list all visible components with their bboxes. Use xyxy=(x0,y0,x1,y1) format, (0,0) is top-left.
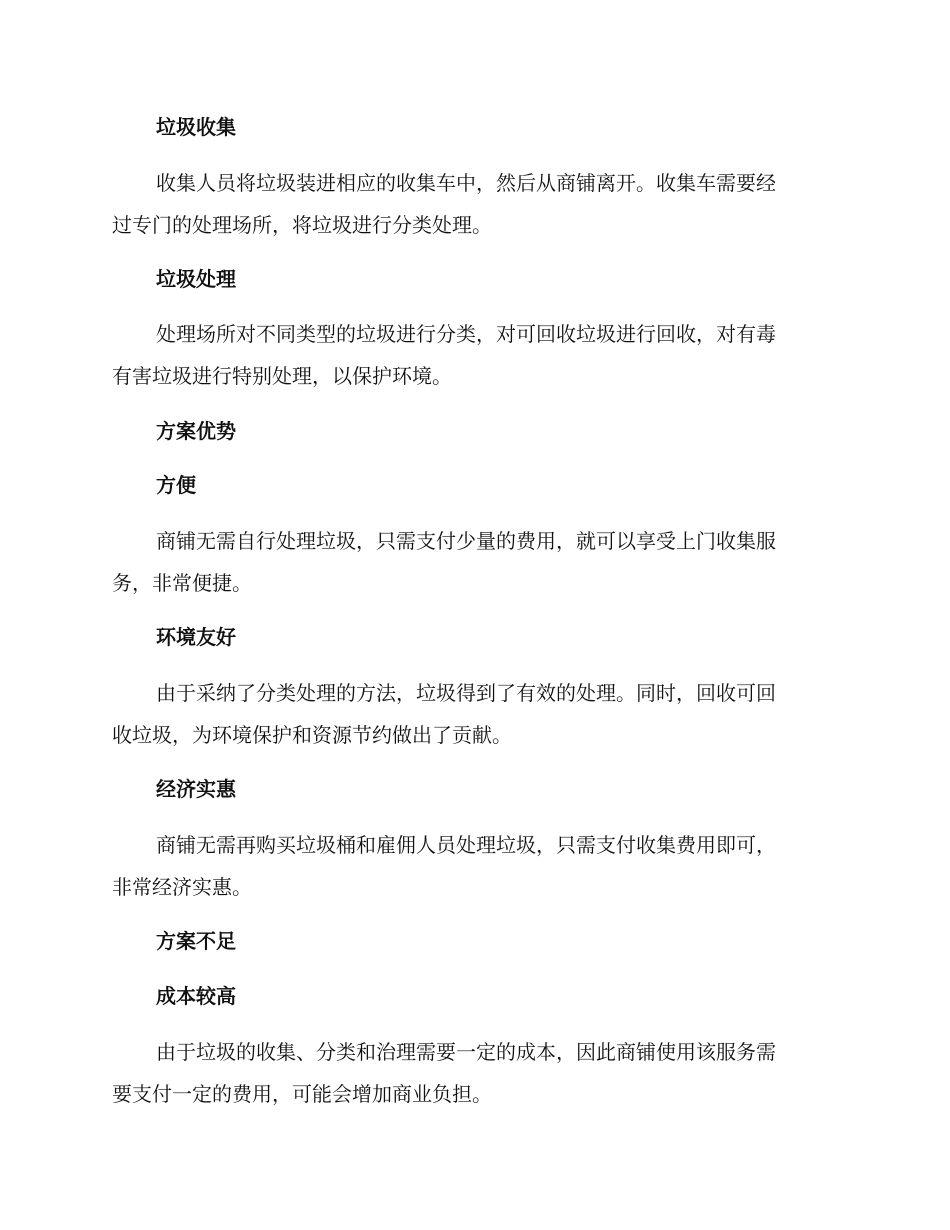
heading-high-cost: 成本较高 xyxy=(156,984,236,1008)
paragraph-convenient xyxy=(112,520,830,604)
paragraph-high-cost xyxy=(112,1031,830,1115)
paragraph-line: 由于采纳了分类处理的方法，垃圾得到了有效的处理。同时，回收可回 xyxy=(156,681,776,705)
paragraph-line: 非常经济实惠。 xyxy=(112,875,252,899)
paragraph-economical xyxy=(112,824,830,908)
paragraph-line: 由于垃圾的收集、分类和治理需要一定的成本，因此商铺使用该服务需 xyxy=(156,1040,776,1064)
heading-disadvantages: 方案不足 xyxy=(156,929,236,953)
heading-convenient: 方便 xyxy=(156,473,196,497)
paragraph-garbage-collection xyxy=(112,162,830,246)
paragraph-line: 收集人员将垃圾装进相应的收集车中，然后从商铺离开。收集车需要经 xyxy=(156,171,776,195)
paragraph-line: 要支付一定的费用，可能会增加商业负担。 xyxy=(112,1082,492,1106)
paragraph-garbage-processing xyxy=(112,313,830,397)
heading-eco-friendly: 环境友好 xyxy=(156,625,236,649)
heading-economical: 经济实惠 xyxy=(156,777,236,801)
paragraph-line: 收垃圾，为环境保护和资源节约做出了贡献。 xyxy=(112,723,512,747)
paragraph-line: 商铺无需自行处理垃圾，只需支付少量的费用，就可以享受上门收集服 xyxy=(156,529,776,553)
heading-advantages: 方案优势 xyxy=(156,419,236,443)
paragraph-line: 有害垃圾进行特别处理，以保护环境。 xyxy=(112,364,452,388)
paragraph-line: 过专门的处理场所，将垃圾进行分类处理。 xyxy=(112,213,492,237)
heading-garbage-collection: 垃圾收集 xyxy=(156,115,236,139)
paragraph-line: 务，非常便捷。 xyxy=(112,571,252,595)
heading-garbage-processing: 垃圾处理 xyxy=(156,267,236,291)
paragraph-line: 处理场所对不同类型的垃圾进行分类，对可回收垃圾进行回收，对有毒 xyxy=(156,322,776,346)
paragraph-line: 商铺无需再购买垃圾桶和雇佣人员处理垃圾，只需支付收集费用即可， xyxy=(156,833,776,857)
paragraph-eco-friendly xyxy=(112,672,830,756)
